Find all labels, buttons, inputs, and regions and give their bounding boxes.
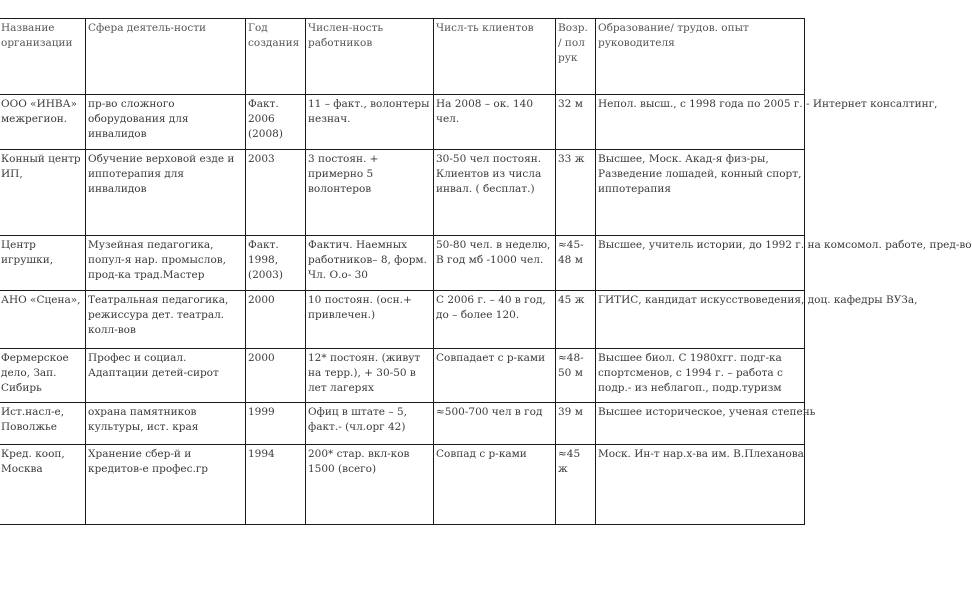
table-cell: 39 м	[556, 403, 596, 445]
table-cell: На 2008 – ок. 140 чел.	[434, 95, 556, 150]
table-cell: 11 – факт., волонтеры незнач.	[306, 95, 434, 150]
header-cell: Образование/ трудов. опыт руководителя	[596, 19, 805, 95]
table-cell: Обучение верховой езде и иппотерапия для инвалидов	[86, 150, 246, 236]
header-cell: Сфера деятель-ности	[86, 19, 246, 95]
table-cell: 1999	[246, 403, 306, 445]
table-cell: 33 ж	[556, 150, 596, 236]
table-cell: 2003	[246, 150, 306, 236]
table-cell: Фермерское дело, Зап. Сибирь	[0, 349, 86, 403]
organizations-table	[0, 18, 972, 525]
table-cell: Фактич. Наемных работников– 8, форм. Чл. О.о- 30	[306, 236, 434, 291]
table-cell: Высшее историческое, ученая степень	[596, 403, 805, 445]
table-cell: ГИТИС, кандидат искусствоведения, доц. кафедры ВУЗа,	[596, 291, 805, 349]
table-cell: 10 постоян. (осн.+ привлечен.)	[306, 291, 434, 349]
header-cell: Числ-ть клиентов	[434, 19, 556, 95]
table-cell: 32 м	[556, 95, 596, 150]
table-cell: Офиц в штате – 5, факт.- (чл.орг 42)	[306, 403, 434, 445]
header-cell: Числен-ность работников	[306, 19, 434, 95]
table-cell: 50-80 чел. в неделю, В год мб -1000 чел.	[434, 236, 556, 291]
table-cell: Музейная педагогика, попул-я нар. промыслов, прод-ка трад.Мастер	[86, 236, 246, 291]
table-row	[0, 291, 805, 349]
table-cell: Непол. высш., с 1998 года по 2005 г. - Интернет консалтинг,	[596, 95, 805, 150]
table-cell: ≈45 ж	[556, 445, 596, 525]
table-row	[0, 150, 805, 236]
table-cell: ≈48-50 м	[556, 349, 596, 403]
table-cell: 200* стар. вкл-ков 1500 (всего)	[306, 445, 434, 525]
table-cell: Совпадает с р-ками	[434, 349, 556, 403]
table-cell: Конный центр ИП,	[0, 150, 86, 236]
table-cell: Театральная педагогика, режиссура дет. театрал. колл-вов	[86, 291, 246, 349]
table-cell: Высшее, учитель истории, до 1992 г. на комсомол. работе, пред-во	[596, 236, 805, 291]
table-cell: Совпад с р-ками	[434, 445, 556, 525]
table-row	[0, 349, 805, 403]
table-cell: АНО «Сцена»,	[0, 291, 86, 349]
table-cell: Профес и социал. Адаптации детей-сирот	[86, 349, 246, 403]
table-cell: С 2006 г. – 40 в год, до – более 120.	[434, 291, 556, 349]
table-cell: 12* постоян. (живут на терр.), + 30-50 в лет лагерях	[306, 349, 434, 403]
table-cell: ≈45-48 м	[556, 236, 596, 291]
table-cell: ООО «ИНВА» межрегион.	[0, 95, 86, 150]
header-cell: Год создания	[246, 19, 306, 95]
table-cell: 2000	[246, 291, 306, 349]
table-cell: Факт. 1998, (2003)	[246, 236, 306, 291]
table-cell: пр-во сложного оборудования для инвалидов	[86, 95, 246, 150]
header-cell: Название организации	[0, 19, 86, 95]
table-cell: 3 постоян. + примерно 5 волонтеров	[306, 150, 434, 236]
table-cell: ≈500-700 чел в год	[434, 403, 556, 445]
table-row	[0, 236, 805, 291]
table-cell: Центр игрушки,	[0, 236, 86, 291]
table-cell: Высшее, Моск. Акад-я физ-ры, Разведение лошадей, конный спорт, иппотерапия	[596, 150, 805, 236]
table-cell: 1994	[246, 445, 306, 525]
table-row	[0, 95, 805, 150]
table-row	[0, 445, 805, 525]
table-cell: Моск. Ин-т нар.х-ва им. В.Плеханова	[596, 445, 805, 525]
table-cell: Ист.насл-е, Поволжье	[0, 403, 86, 445]
table-cell: Кред. кооп, Москва	[0, 445, 86, 525]
header-cell: Возр. / пол рук	[556, 19, 596, 95]
table-cell: Хранение сбер-й и кредитов-е профес.гр	[86, 445, 246, 525]
table-cell: 30-50 чел постоян. Клиентов из числа инвал. ( бесплат.)	[434, 150, 556, 236]
table-cell: 2000	[246, 349, 306, 403]
table-cell: Высшее биол. С 1980хгг. подг-ка спортсменов, с 1994 г. – работа с подр.- из неблагоп., подр.туризм	[596, 349, 805, 403]
table-cell: 45 ж	[556, 291, 596, 349]
table-header-row	[0, 19, 805, 95]
table-cell: Факт. 2006 (2008)	[246, 95, 306, 150]
table-cell: охрана памятников культуры, ист. края	[86, 403, 246, 445]
table-row	[0, 403, 805, 445]
